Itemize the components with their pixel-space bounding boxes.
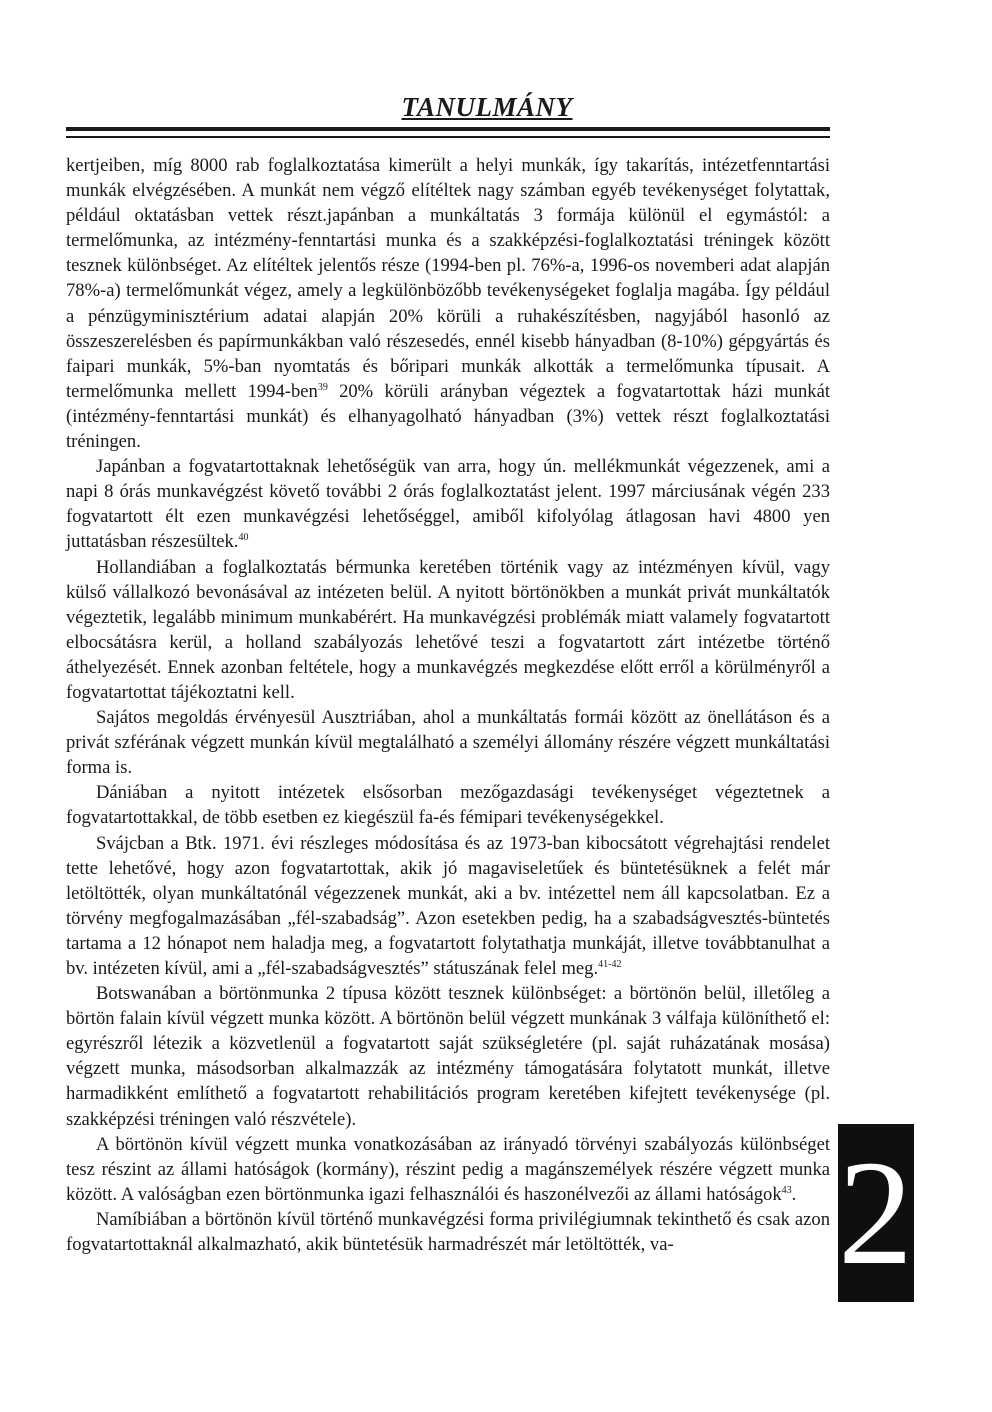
footnote-marker: 41-42 bbox=[598, 958, 622, 970]
paragraph bbox=[66, 153, 830, 454]
paragraph bbox=[66, 831, 830, 982]
footnote-marker: 39 bbox=[317, 381, 328, 393]
paragraph-text: Svájcban a Btk. 1971. évi részleges módosítása és az 1973-ban kibocsátott végrehajtási rendelet tette lehetővé, hogy azon fogvatartottak, akik jó magaviseletűek és büntetésüknek a felét már letöltötték, olyan munkáltatónál végezzenek munkát, aki a bv. intézettel nem áll kapcsolatban. Ez a törvény megfogalmazásában „fél-szabadság”. Azon esetekben pedig, ha a szabadságvesztés-büntetés tartama a 12 hónapot nem haladja meg, a fogvatartott folytathatja munkáját, illetve továbbtanulhat a bv. intézeten kívül, ami a „fél-szabadságvesztés” státuszának felel meg. bbox=[66, 832, 830, 979]
paragraph-text: A börtönön kívül végzett munka vonatkozásában az irányadó törvényi szabályozás különbséget tesz részint az állami hatóságok (kormány), részint pedig a magánszemélyek részére végzett munka között. A valóságban ezen börtönmunka igazi felhasználói és haszonélvezői az állami hatóságok bbox=[66, 1133, 830, 1205]
paragraph-text: Botswanában a börtönmunka 2 típusa között tesznek különbséget: a börtönön belül, illetőleg a börtön falain kívül végzett munka között. A börtönön belül végzett munkának 3 válfaja különíthető el: egyrészről létezik a közvetlenül a fogvatartott saját szükségletére (pl. saját ruházatának mosása) végzett munka, másodsorban alkalmazzák az intézmény támogatására folytatott munkát, illetve harmadikként említhető a fogvatartott rehabilitációs program keretében kifejtett tevékenysége (pl. szakképzési tréningen való részvétele). bbox=[66, 983, 830, 1130]
paragraph-text: Dániában a nyitott intézetek elsősorban mezőgazdasági tevékenységet végeztetnek a fogvatartottakkal, de több esetben ez kiegészül fa-és fémipari tevékenységekkel. bbox=[66, 782, 830, 829]
paragraph-text: Sajátos megoldás érvényesül Ausztriában, ahol a munkáltatás formái között az önellátáson és a privát szférának végzett munkán kívül megtalálható a személyi állomány részére végzett munkáltatási forma is. bbox=[66, 707, 830, 779]
section-title: TANULMÁNY bbox=[401, 92, 573, 122]
footnote-marker: 43 bbox=[781, 1184, 792, 1196]
paragraph bbox=[66, 1207, 830, 1257]
paragraph-text: Namíbiában a börtönön kívül történő munkavégzési forma privilégiumnak tekinthető és csak azon fogvatartottaknál alkalmazható, akik büntetésük harmadrészét már letöltötték, va- bbox=[66, 1208, 830, 1256]
paragraph-text: . bbox=[791, 1183, 797, 1205]
paragraph bbox=[66, 780, 830, 830]
paragraph bbox=[66, 454, 830, 554]
article-body bbox=[66, 153, 830, 1257]
paragraph-text: Japánban a fogvatartottaknak lehetőségük van arra, hogy ún. mellékmunkát végezzenek, ami a napi 8 órás munkavégzést követő további 2 órás foglalkoztatást jelent. 1997 márciusának végén 233 fogvatartott élt ezen munkavégzési lehetőséggel, amiből kifolyólag átlagosan havi 4800 yen juttatásban részesültek. bbox=[66, 456, 830, 553]
footnote-marker: 40 bbox=[238, 532, 249, 544]
paragraph bbox=[66, 705, 830, 780]
header-rule-thin bbox=[66, 136, 830, 138]
paragraph bbox=[66, 1132, 830, 1207]
paragraph-text: kertjeiben, míg 8000 rab foglalkoztatása kimerült a helyi munkák, így takarítás, intézetfenntartási munkák elvégzésében. A munkát nem végző elítéltek nagy számban egyéb tevékenységet folytattak, például oktatásban vettek részt.japánban a munkáltatás 3 formája különül el egymástól: a termelőmunka, az intézmény-fenntartási munka és a szakképzési-foglalkoztatási tréningek között tesznek különbséget. Az elítéltek jelentős része (1994-ben pl. 76%-a, 1996-os novemberi adat alapján 78%-a) termelőmunkát végez, amely a legkülönbözőbb tevékenységeket foglalja magába. Így például a pénzügyminisztérium adatai alapján 20% körüli a ruhakészítésben, nagyjából hasonló az összeszerelésben és papírmunkákban való részesedés, ennél kisebb hányadban (8-10%) gépgyártás és faipari munkák, 5%-ban nyomtatás és bőripari munkák alkották a termelőmunka típusait. A termelőmunka mellett 1994-ben bbox=[66, 155, 830, 402]
paragraph-text: Hollandiában a foglalkoztatás bérmunka keretében történik vagy az intézményen kívül, vagy külső vállalkozó bevonásával az intézeten belül. A nyitott börtönökben a munkát privát munkáltatók végeztetik, legalább minimum munkabérért. Ha munkavégzési problémák miatt valamely fogvatartott elbocsátásra kerül, a holland szabályozás lehetővé teszi a fogvatartott zárt intézetbe történő áthelyezését. Ennek azonban feltétele, hogy a munkavégzés megkezdése előtt erről a körülményről a fogvatartottat tájékoztatni kell. bbox=[66, 556, 830, 703]
paragraph bbox=[66, 555, 830, 706]
paragraph-text: 20% körüli arányban végeztek a fogvatartottak házi munkát (intézmény-fenntartási munkát) és elhanyagolható hányadban (3%) vettek részt foglalkoztatási tréningen. bbox=[66, 380, 830, 453]
page-number: 21 bbox=[838, 1124, 914, 1302]
paragraph bbox=[66, 981, 830, 1132]
header-rule-thick bbox=[66, 127, 830, 131]
